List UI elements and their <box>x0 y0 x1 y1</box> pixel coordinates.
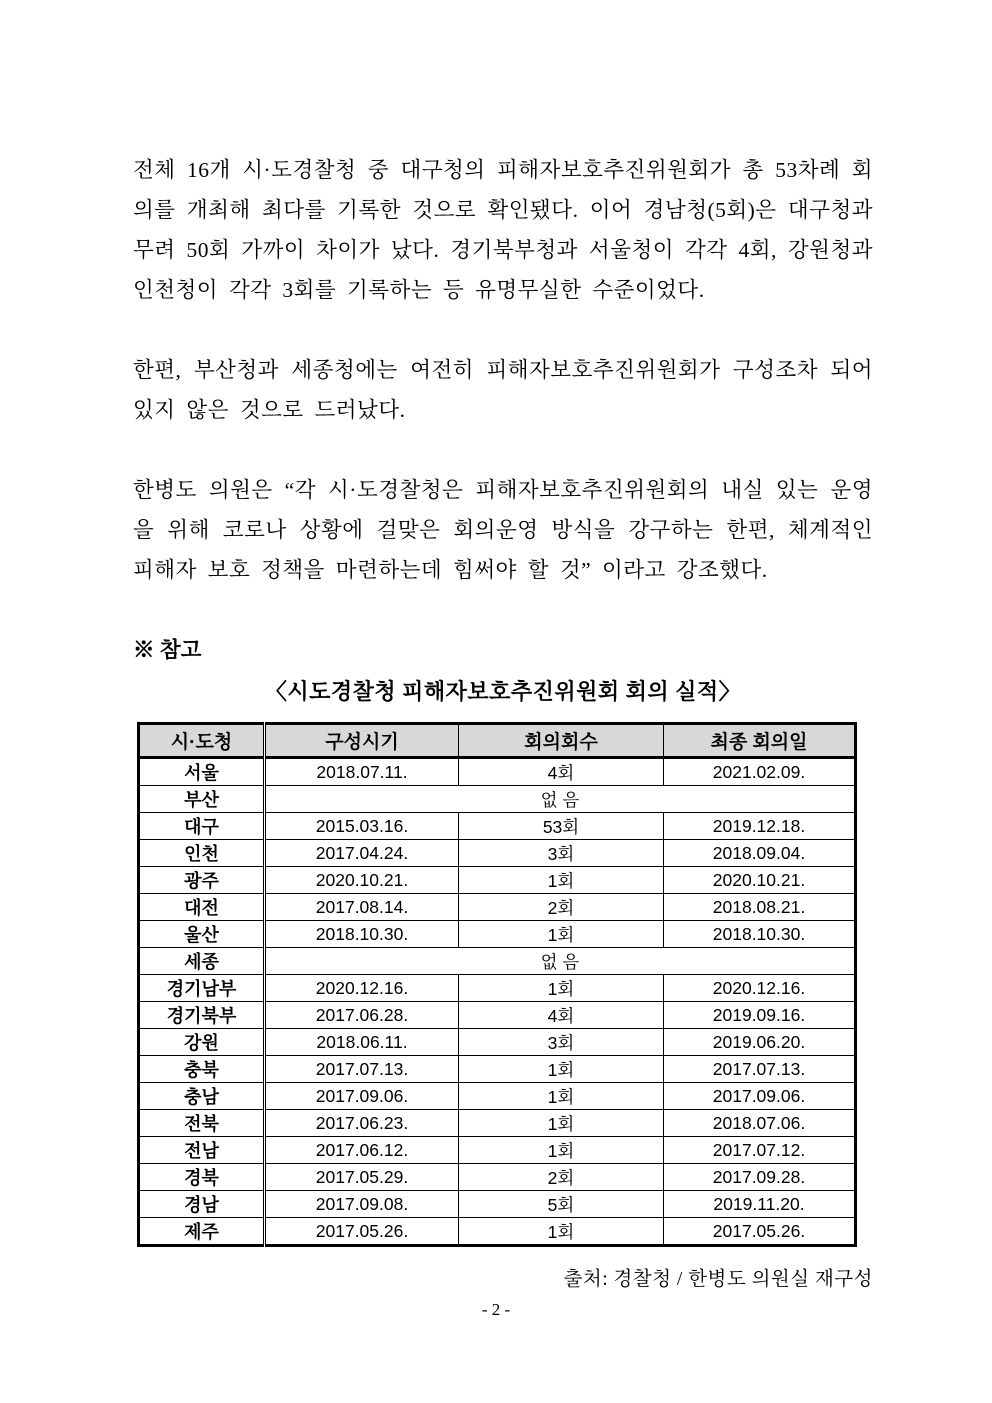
header-last-meeting: 최종 회의일 <box>664 724 856 758</box>
table-row <box>139 1191 856 1218</box>
cell-agency: 충남 <box>139 1083 265 1110</box>
cell-agency: 충북 <box>139 1056 265 1083</box>
cell-formed: 2015.03.16. <box>265 813 459 840</box>
table-row <box>139 1164 856 1191</box>
table-row <box>139 921 856 948</box>
cell-count: 1회 <box>459 1110 664 1137</box>
cell-last: 2020.12.16. <box>664 975 856 1002</box>
cell-agency: 울산 <box>139 921 265 948</box>
header-agency: 시·도청 <box>139 724 265 758</box>
cell-count: 1회 <box>459 1218 664 1246</box>
cell-count: 4회 <box>459 1002 664 1029</box>
cell-count: 1회 <box>459 921 664 948</box>
cell-formed: 2017.06.23. <box>265 1110 459 1137</box>
table-row <box>139 1083 856 1110</box>
cell-agency: 경기북부 <box>139 1002 265 1029</box>
header-meeting-count: 회의회수 <box>459 724 664 758</box>
cell-last: 2017.07.12. <box>664 1137 856 1164</box>
cell-formed: 2020.12.16. <box>265 975 459 1002</box>
table-header-row <box>139 724 856 758</box>
cell-formed: 2018.07.11. <box>265 758 459 786</box>
cell-count: 2회 <box>459 1164 664 1191</box>
paragraph-meeting-counts: 전체 16개 시·도경찰청 중 대구청의 피해자보호추진위원회가 총 53차례 회의를 개최해 최다를 기록한 것으로 확인됐다. 이어 경남청(5회)은 대구청과 무려 50회 가까이 차이가 났다. 경기북부청과 서울청이 각각 4회, 강원청과 인천청이 각각 3회를 기록하는 등 유명무실한 수준이었다. <box>133 158 873 302</box>
cell-formed: 2017.04.24. <box>265 840 459 867</box>
table-row <box>139 1029 856 1056</box>
cell-agency: 대구 <box>139 813 265 840</box>
cell-formed: 2017.06.12. <box>265 1137 459 1164</box>
cell-agency: 인천 <box>139 840 265 867</box>
cell-last: 2018.09.04. <box>664 840 856 867</box>
cell-none: 없 음 <box>265 948 856 975</box>
paragraph-no-committee: 한편, 부산청과 세종청에는 여전히 피해자보호추진위원회가 구성조차 되어 있지 않은 것으로 드러났다. <box>133 358 873 422</box>
cell-count: 2회 <box>459 894 664 921</box>
cell-count: 3회 <box>459 1029 664 1056</box>
table-row <box>139 1218 856 1246</box>
cell-count: 5회 <box>459 1191 664 1218</box>
cell-count: 1회 <box>459 867 664 894</box>
cell-count: 3회 <box>459 840 664 867</box>
cell-formed: 2017.09.06. <box>265 1083 459 1110</box>
cell-count: 1회 <box>459 1083 664 1110</box>
cell-count: 4회 <box>459 758 664 786</box>
table-row <box>139 1056 856 1083</box>
cell-last: 2017.09.28. <box>664 1164 856 1191</box>
table-row <box>139 894 856 921</box>
table-row <box>139 1137 856 1164</box>
source-attribution: 출처: 경찰청 / 한병도 의원실 재구성 <box>563 1269 873 1290</box>
cell-agency: 경기남부 <box>139 975 265 1002</box>
cell-formed: 2017.05.26. <box>265 1218 459 1246</box>
cell-last: 2017.05.26. <box>664 1218 856 1246</box>
cell-formed: 2020.10.21. <box>265 867 459 894</box>
cell-formed: 2018.10.30. <box>265 921 459 948</box>
cell-agency: 세종 <box>139 948 265 975</box>
document-content <box>133 150 873 1293</box>
cell-last: 2020.10.21. <box>664 867 856 894</box>
cell-formed: 2017.05.29. <box>265 1164 459 1191</box>
cell-count: 1회 <box>459 1137 664 1164</box>
table-row <box>139 867 856 894</box>
cell-last: 2018.08.21. <box>664 894 856 921</box>
cell-agency: 제주 <box>139 1218 265 1246</box>
cell-agency: 대전 <box>139 894 265 921</box>
cell-last: 2021.02.09. <box>664 758 856 786</box>
committee-meetings-table <box>137 722 857 1247</box>
cell-last: 2019.09.16. <box>664 1002 856 1029</box>
table-title: 〈시도경찰청 피해자보호추진위원회 회의 실적〉 <box>264 679 742 704</box>
cell-formed: 2017.09.08. <box>265 1191 459 1218</box>
cell-count: 1회 <box>459 1056 664 1083</box>
cell-count: 1회 <box>459 975 664 1002</box>
cell-formed: 2018.06.11. <box>265 1029 459 1056</box>
cell-last: 2019.12.18. <box>664 813 856 840</box>
cell-agency: 서울 <box>139 758 265 786</box>
cell-count: 53회 <box>459 813 664 840</box>
cell-agency: 전남 <box>139 1137 265 1164</box>
cell-agency: 강원 <box>139 1029 265 1056</box>
cell-last: 2019.11.20. <box>664 1191 856 1218</box>
cell-agency: 경남 <box>139 1191 265 1218</box>
cell-formed: 2017.08.14. <box>265 894 459 921</box>
cell-last: 2017.09.06. <box>664 1083 856 1110</box>
table-row <box>139 840 856 867</box>
cell-agency: 전북 <box>139 1110 265 1137</box>
cell-none: 없 음 <box>265 786 856 813</box>
cell-last: 2019.06.20. <box>664 1029 856 1056</box>
table-row <box>139 948 856 975</box>
cell-last: 2018.10.30. <box>664 921 856 948</box>
table-row <box>139 786 856 813</box>
table-row <box>139 813 856 840</box>
paragraph-quote: 한병도 의원은 “각 시·도경찰청은 피해자보호추진위원회의 내실 있는 운영을 위해 코로나 상황에 걸맞은 회의운영 방식을 강구하는 한편, 체계적인 피해자 보호 정책을 마련하는데 힘써야 할 것” 이라고 강조했다. <box>133 478 873 582</box>
reference-label: ※ 참고 <box>133 638 202 662</box>
header-formed-date: 구성시기 <box>265 724 459 758</box>
cell-formed: 2017.06.28. <box>265 1002 459 1029</box>
table-row <box>139 1002 856 1029</box>
cell-last: 2018.07.06. <box>664 1110 856 1137</box>
cell-last: 2017.07.13. <box>664 1056 856 1083</box>
table-row <box>139 758 856 786</box>
table-row <box>139 1110 856 1137</box>
cell-formed: 2017.07.13. <box>265 1056 459 1083</box>
cell-agency: 광주 <box>139 867 265 894</box>
cell-agency: 부산 <box>139 786 265 813</box>
page-number: - 2 - <box>481 1300 511 1319</box>
table-row <box>139 975 856 1002</box>
cell-agency: 경북 <box>139 1164 265 1191</box>
